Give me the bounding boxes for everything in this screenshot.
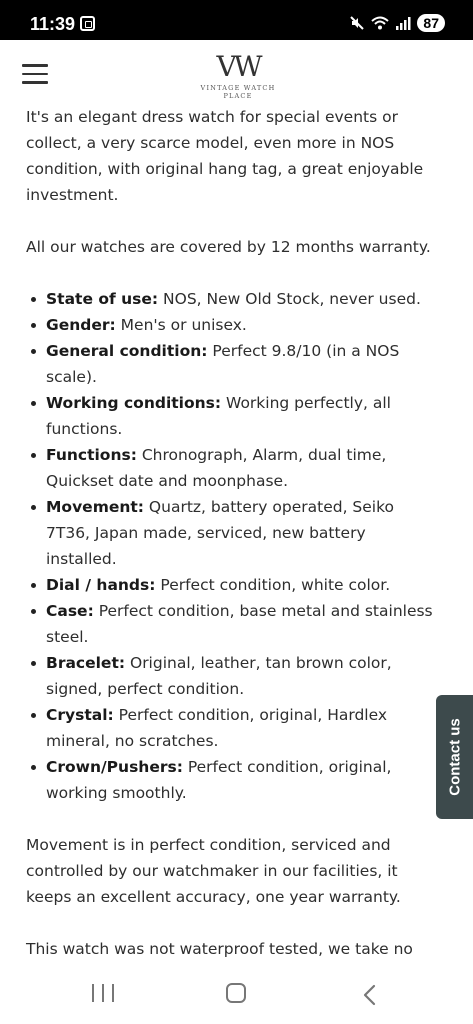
spec-item [26, 286, 440, 312]
recents-icon[interactable] [92, 984, 114, 1002]
waterproof-paragraph: This watch was not waterproof tested, we take no [26, 940, 413, 958]
mute-icon [349, 15, 365, 31]
spec-item [26, 650, 440, 702]
battery-indicator: 87 [417, 14, 445, 32]
site-header [0, 40, 473, 104]
spec-key: Movement: [46, 498, 144, 516]
spec-value: Quartz, battery operated, Seiko 7T36, Japan made, serviced, new battery installed. [46, 498, 395, 568]
logo-mark: VW [216, 50, 260, 83]
contact-us-label: Contact us [446, 718, 463, 796]
spec-item [26, 494, 440, 572]
spec-key: Gender: [46, 316, 116, 334]
system-nav-bar [0, 968, 473, 1024]
spec-value: Original, leather, tan brown color, signed, perfect condition. [46, 654, 392, 698]
spec-key: Working conditions: [46, 394, 222, 412]
spec-value: Working perfectly, all functions. [46, 394, 391, 438]
spec-item [26, 754, 440, 806]
contact-us-button[interactable] [436, 695, 473, 819]
screenshot-icon [80, 16, 95, 31]
spec-value: Men's or unisex. [115, 316, 247, 334]
spec-value: Perfect condition, original, Hardlex mineral, no scratches. [46, 706, 388, 750]
spec-key: Crystal: [46, 706, 114, 724]
spec-value: Chronograph, Alarm, dual time, Quickset date and moonphase. [46, 446, 387, 490]
status-icons [349, 14, 445, 32]
spec-value: Perfect condition, original, working smoothly. [46, 758, 392, 802]
status-bar [0, 0, 473, 40]
home-icon[interactable] [226, 983, 246, 1003]
spec-value: Perfect condition, base metal and stainless steel. [46, 602, 433, 646]
site-logo[interactable] [186, 52, 290, 100]
spec-key: Bracelet: [46, 654, 126, 672]
back-icon[interactable] [362, 984, 376, 1006]
spec-value: Perfect condition, white color. [155, 576, 391, 594]
spec-item [26, 390, 440, 442]
product-description [26, 104, 440, 1024]
spec-key: General condition: [46, 342, 208, 360]
spec-key: Case: [46, 602, 94, 620]
spec-list [26, 286, 440, 806]
status-time: 11:39 [30, 14, 76, 34]
spec-key: Dial / hands: [46, 576, 156, 594]
hamburger-menu-icon[interactable] [22, 64, 48, 84]
logo-text: VINTAGE WATCH PLACE [200, 84, 276, 100]
movement-paragraph: Movement is in perfect condition, serviced and controlled by our watchmaker in our facilities, it keeps an excellent accuracy, one year warranty. [26, 836, 401, 906]
spec-key: Crown/Pushers: [46, 758, 183, 776]
spec-item [26, 312, 440, 338]
spec-item [26, 598, 440, 650]
spec-value: NOS, New Old Stock, never used. [158, 290, 421, 308]
spec-key: Functions: [46, 446, 137, 464]
warranty-paragraph: All our watches are covered by 12 months warranty. [26, 238, 431, 256]
spec-item [26, 442, 440, 494]
spec-item [26, 702, 440, 754]
spec-value: Perfect 9.8/10 (in a NOS scale). [46, 342, 400, 386]
spec-key: State of use: [46, 290, 159, 308]
spec-item [26, 338, 440, 390]
intro-paragraph: It's an elegant dress watch for special events or collect, a very scarce model, even more in NOS condition, with original hang tag, a great enjoyable investment. [26, 108, 424, 204]
spec-item [26, 572, 440, 598]
signal-icon [395, 15, 411, 31]
wifi-icon [371, 15, 389, 31]
